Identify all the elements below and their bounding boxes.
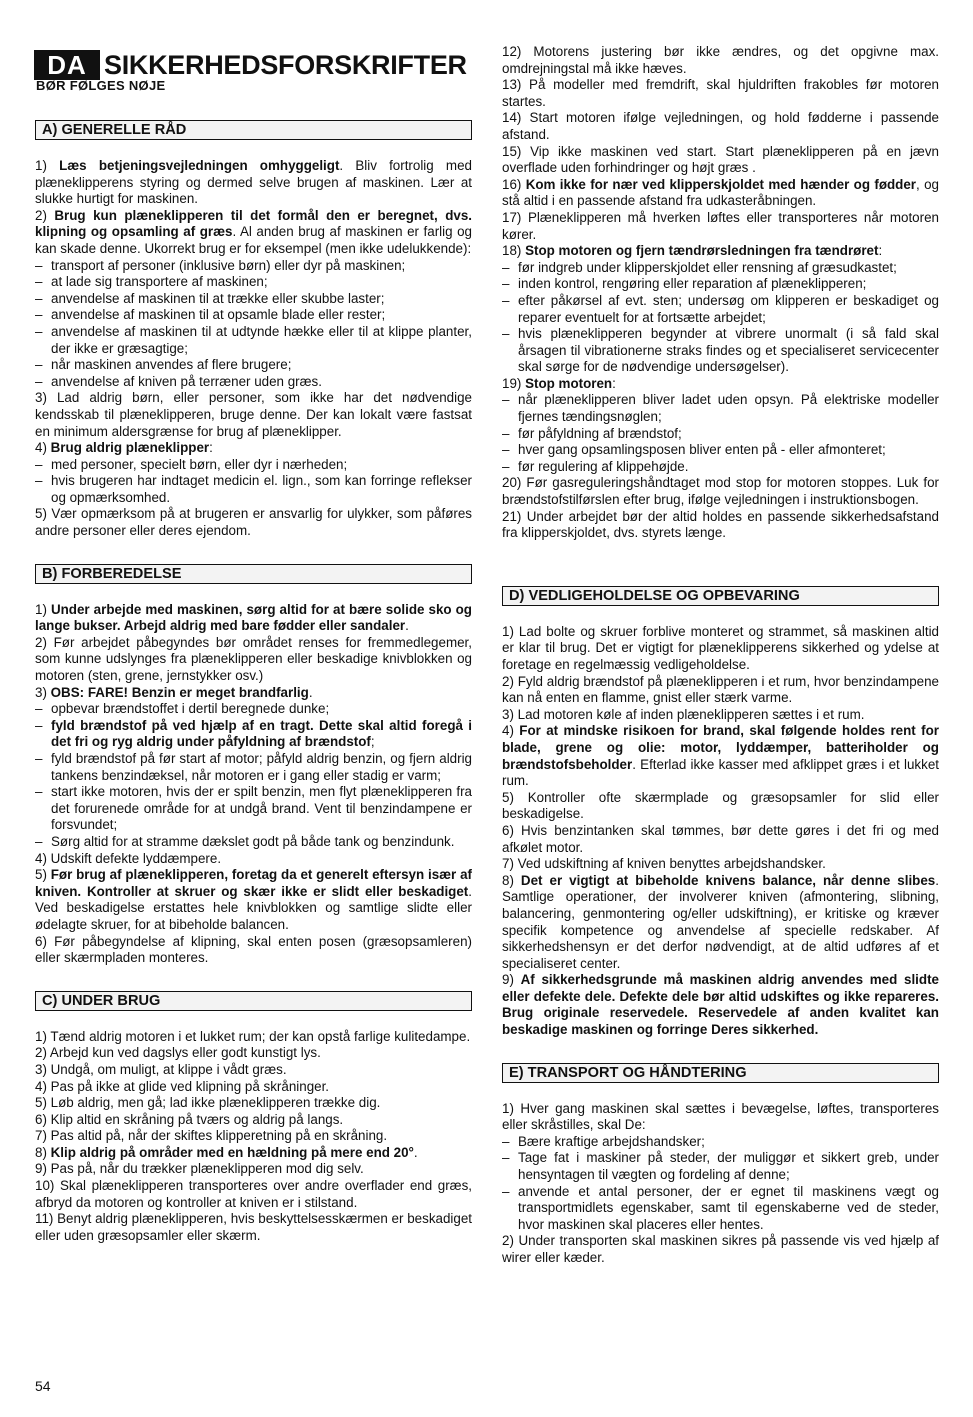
paragraph (502, 210, 939, 243)
body-text: : (209, 440, 213, 456)
right-column (502, 44, 939, 1267)
section-body (35, 1029, 472, 1245)
body-text: hver gang opsamlingsposen bliver enten på - eller afmonteret; (518, 442, 886, 458)
paragraph (35, 506, 472, 539)
dash-bullet-icon: – (502, 276, 510, 292)
section-during-use (35, 991, 472, 1245)
paragraph (35, 158, 472, 208)
section-body-continued (502, 44, 939, 542)
body-text: anvendelse af maskinen til at udtynde hække eller til at klippe planter, der ikke er græsagtige; (51, 323, 472, 356)
section-body (502, 1101, 939, 1267)
body-text: fyld brændstof på før start af motor; påfyld aldrig benzin, og fjern aldrig tankens benzindæksel, når motoren er i gang eller stadig er varm; (51, 751, 472, 783)
body-text: 7) Ved udskiftning af kniven benyttes arbejdshandsker. (502, 856, 826, 872)
emphasis-text: Det er vigtigt at bibeholde knivens balance, når denne slibes (520, 872, 936, 888)
body-text: efter påkørsel af evt. sten; undersøg om klipperen er beskadiget og reparer eventuelt for at fortsætte arbejdet; (518, 292, 939, 325)
paragraph (502, 110, 939, 143)
dash-bullet-icon: – (502, 1183, 510, 1199)
body-text: 10) Skal plæneklipperen transporteres over andre overflader end græs, afbryd da motoren og kontroller at kniven er i stilstand. (35, 1178, 472, 1210)
page-subtitle: BØR FØLGES NØJE (36, 78, 166, 93)
body-text: : (612, 375, 616, 391)
bullet-item (35, 834, 472, 851)
body-text: når plæneklipperen bliver ladet uden opsyn. På elektriske modeller fjernes tændingsnøglen; (518, 392, 939, 425)
body-text: før indgreb under klipperskjoldet eller rensning af græsudkastet; (518, 259, 897, 275)
bullet-item (502, 260, 939, 277)
body-text: 3) Lad motoren køle af inden plæneklipperen sættes i et rum. (502, 706, 865, 722)
paragraph (35, 851, 472, 868)
section-preparation (35, 564, 472, 967)
dash-bullet-icon: – (35, 323, 43, 339)
body-text: Tage fat i maskiner på steder, der muliggør et sikkert greb, under hensyntagen til vægten og fordeling af denne; (518, 1150, 939, 1183)
bullet-item (35, 473, 472, 506)
bullet-item (35, 718, 472, 751)
dash-bullet-icon: – (35, 717, 43, 733)
left-column (35, 120, 472, 1244)
paragraph (502, 624, 939, 674)
body-text: 1) (35, 158, 60, 173)
bullet-item (502, 1150, 939, 1183)
paragraph (35, 1178, 472, 1211)
body-text: 7) Pas altid på, når der skiftes klipperetning på en skråning. (35, 1128, 388, 1144)
dash-bullet-icon: – (502, 425, 510, 441)
body-text: . (405, 618, 409, 634)
paragraph (502, 674, 939, 707)
section-transport (502, 1063, 939, 1267)
bullet-item (502, 326, 939, 376)
section-heading: D) VEDLIGEHOLDELSE OG OPBEVARING (502, 586, 939, 606)
bullet-item (502, 1184, 939, 1234)
emphasis-text: Stop motoren (525, 375, 613, 391)
body-text: transport af personer (inklusive børn) eller dyr på maskinen; (51, 257, 406, 273)
emphasis-text: Før brug af plæneklipperen, foretag da et generelt eftersyn især af kniven. Kontroller at skruer og skær ikke er slidt eller beskadiget (35, 867, 472, 899)
body-text: Bære kraftige arbejdshandsker; (518, 1133, 705, 1149)
bullet-item (35, 324, 472, 357)
body-text: før regulering af klippehøjde. (518, 458, 689, 474)
dash-bullet-icon: – (35, 290, 43, 306)
dash-bullet-icon: – (35, 833, 43, 849)
paragraph (35, 1029, 472, 1046)
dash-bullet-icon: – (35, 274, 43, 290)
body-text: 2) Fyld aldrig brændstof på plæneklipperen i et rum, hvor benzindampene kan nå enten en flamme, gnist eller stærk varme. (502, 673, 939, 706)
body-text: 2) Arbejd kun ved dagslys eller godt kunstigt lys. (35, 1045, 321, 1061)
bullet-item (502, 426, 939, 443)
paragraph (35, 1079, 472, 1096)
emphasis-text: OBS: FARE! Benzin er meget brandfarlig (50, 684, 309, 700)
paragraph (35, 1095, 472, 1112)
body-text: . (308, 684, 313, 700)
paragraph (35, 867, 472, 933)
body-text: 1) Hver gang maskinen skal sættes i bevægelse, løftes, transporteres eller skråstilles, skal De: (502, 1100, 939, 1133)
dash-bullet-icon: – (502, 1150, 510, 1166)
emphasis-text: For at mindske risikoen for brand, skal følgende holdes rent for blade, grene og olie: motor, lyddæmper, batteriholder og brændstofsbeholder (502, 723, 939, 772)
bullet-item (35, 357, 472, 374)
paragraph (35, 635, 472, 685)
paragraph (502, 144, 939, 177)
paragraph (35, 934, 472, 967)
body-text: 3) Lad aldrig børn, eller personer, som ikke har det nødvendige kendsskab til plæneklipperen, bruge denne. Der kan lokalt være fastsat en minimum aldersgrænse for brug af plæneklipper. (35, 390, 472, 439)
body-text: 4) (502, 723, 520, 739)
body-text: 4) Udskift defekte lyddæmpere. (35, 850, 222, 866)
paragraph (502, 509, 939, 542)
dash-bullet-icon: – (502, 458, 510, 474)
body-text: før påfyldning af brændstof; (518, 425, 682, 441)
body-text: 14) Start motoren ifølge vejledningen, og hold fødderne i passende afstand. (502, 110, 939, 142)
dash-bullet-icon: – (35, 473, 43, 489)
body-text: 4) Pas på ikke at glide ved klipning på skråninger. (35, 1078, 330, 1094)
dash-bullet-icon: – (35, 751, 43, 766)
body-text: 4) (35, 440, 51, 456)
body-text: 1) (35, 601, 51, 617)
body-text: , og stå altid i en passende afstand fra udkasteråbningen. (502, 176, 939, 209)
bullet-item (35, 274, 472, 291)
bullet-item (502, 392, 939, 425)
body-text: hvis plæneklipperen begynder at vibrere unormalt (i så fald skal årsagen til vibrationerne straks findes og et specialiseret servicecenter skal sørge for de nødvendige undersøgelser). (518, 326, 939, 375)
bullet-item (35, 374, 472, 391)
paragraph (35, 1112, 472, 1129)
body-text: start ikke motoren, hvis der er spilt benzin, men flyt plæneklipperen fra det forurenede område for at undgå brand. Vent til benzindampene er forsvundet; (51, 784, 472, 833)
body-text: ; (370, 734, 375, 750)
body-text: . Ved beskadigelse erstattes hele knivblokken og samtlige slidte eller ødelagte skruer, for at bibeholde balancen. (35, 883, 472, 932)
dash-bullet-icon: – (502, 442, 510, 458)
body-text: inden kontrol, rengøring eller reparation af plæneklipperen; (518, 276, 867, 292)
body-text: 6) Klip altid en skråning på tværs og aldrig på langs. (35, 1111, 344, 1127)
body-text: 17) Plæneklipperen må hverken løftes eller transporteres når motoren kører. (502, 209, 939, 242)
paragraph (502, 475, 939, 508)
section-heading: B) FORBEREDELSE (35, 564, 472, 584)
body-text: 9) Pas på, når du trækker plæneklipperen mod dig selv. (35, 1161, 364, 1177)
body-text: anvendelse af maskinen til at opsamle blade eller rester; (51, 307, 386, 323)
dash-bullet-icon: – (502, 1133, 510, 1149)
body-text: 6) Hvis benzintanken skal tømmes, bør dette gøres i det fri og med afkølet motor. (502, 822, 939, 855)
paragraph (502, 823, 939, 856)
body-text: 8) (502, 872, 521, 888)
paragraph (35, 1211, 472, 1244)
body-text: 19) (502, 375, 526, 391)
paragraph (35, 390, 472, 440)
body-text: Sørg altid for at stramme dækslet godt på både tank og benzindunk. (51, 833, 455, 849)
body-text: 13) På modeller med fremdrift, skal hjuldriften frakobles før motoren startes. (502, 77, 939, 109)
bullet-item (502, 293, 939, 326)
section-heading: E) TRANSPORT OG HÅNDTERING (502, 1063, 939, 1083)
body-text: 1) Lad bolte og skruer forblive monteret og strammet, så maskinen altid er klar til brug. Det er vigtigt for plæneklipperens sikkerhed og ydelse at foretage en regelmæssig vedligeholdelse. (502, 623, 939, 672)
bullet-item (35, 457, 472, 474)
page-title: SIKKERHEDSFORSKRIFTER (104, 50, 467, 80)
paragraph (502, 707, 939, 724)
emphasis-text: Kom ikke for nær ved klipperskjoldet med hænder og fødder (525, 176, 917, 192)
paragraph (35, 440, 472, 457)
body-text: 6) Før påbegyndelse af klipning, skal enten posen (græsopsamleren) eller skærmpladen monteres. (35, 933, 472, 966)
dash-bullet-icon: – (35, 456, 43, 472)
dash-bullet-icon: – (502, 326, 510, 342)
section-heading: C) UNDER BRUG (35, 991, 472, 1011)
bullet-item (502, 1134, 939, 1151)
paragraph (35, 1062, 472, 1079)
paragraph (502, 972, 939, 1038)
body-text: : (878, 243, 883, 259)
dash-bullet-icon: – (35, 357, 43, 373)
body-text: anvendelse af maskinen til at trække eller skubbe laster; (51, 290, 385, 306)
body-text: . Samtlige operationer, der involverer kniven (afmontering, slibning, balancering, genmontering og/eller udskiftning), er kritiske og kræver specifik kompetence og anvendelse af specielle redskaber. Af sikkerhedshensyn er det derfor nødvendigt, at de altid udføres af et specialiseret center. (502, 872, 939, 971)
emphasis-text: Stop motoren og fjern tændrørsledningen fra tændrøret (525, 243, 879, 259)
paragraph (502, 44, 939, 77)
body-text: 11) Benyt aldrig plæneklipperen, hvis beskyttelsesskærmen er beskadiget eller uden græsopsamler eller skærm. (35, 1211, 472, 1243)
section-body (35, 602, 472, 967)
section-heading: A) GENERELLE RÅD (35, 120, 472, 140)
paragraph (502, 243, 939, 260)
dash-bullet-icon: – (502, 392, 510, 408)
body-text: . (413, 1144, 418, 1160)
dash-bullet-icon: – (35, 701, 43, 717)
emphasis-text: fyld brændstof på ved hjælp af en tragt. Dette skal altid foregå i det fri og ryg aldrig under påfyldning af brændstof (51, 717, 472, 750)
emphasis-text: Brug kun plæneklipperen til det formål den er beregnet, dvs. klipning og opsamling af græs (35, 207, 472, 240)
section-body (502, 624, 939, 1039)
page-number: 54 (35, 1378, 51, 1394)
body-text: opbevar brændstoffet i dertil beregnede dunke; (51, 701, 330, 717)
bullet-item (502, 459, 939, 476)
body-text: 5) Løb aldrig, men gå; lad ikke plæneklipperen trække dig. (35, 1095, 381, 1111)
paragraph (502, 790, 939, 823)
paragraph (35, 1045, 472, 1062)
paragraph (502, 376, 939, 393)
body-text: 15) Vip ikke maskinen ved start. Start plæneklipperen på en jævn overflade uden forhindringer og højt græs . (502, 143, 939, 176)
emphasis-text: Brug aldrig plæneklipper (50, 440, 210, 456)
paragraph (35, 685, 472, 702)
section-general-advice (35, 120, 472, 540)
emphasis-text: Af sikkerhedsgrunde må maskinen aldrig anvendes med slidte eller defekte dele. Defekte dele bør altid udskiftes og ikke repareres. Brug originale reservedele. Reservedele af anden kvalitet kan beskadige maskinen og forringe Deres sikkerhed. (502, 972, 939, 1038)
paragraph (502, 723, 939, 789)
body-text: 5) Kontroller ofte skærmplade og græsopsamler for slid eller beskadigelse. (502, 789, 939, 822)
body-text: 2) Før arbejdet påbegyndes bør området renses for fremmedlegemer, som kunne udslynges fra plæneklipperen eller beskadige knivblokken og motoren (sten, grene, jernstykker osv.) (35, 634, 472, 684)
body-text: 20) Før gasreguleringshåndtaget mod stop for motoren stoppes. Luk for brændstofstilførslen efter brug, ifølge vejledningen i instruktionsbogen. (502, 475, 939, 508)
body-text: at lade sig transportere af maskinen; (51, 274, 268, 290)
dash-bullet-icon: – (502, 259, 510, 275)
body-text: hvis brugeren har indtaget medicin el. lign., som kan forringe reflekser og opmærksomhed. (51, 473, 472, 505)
bullet-item (35, 784, 472, 834)
bullet-item (35, 307, 472, 324)
language-badge: DA (34, 50, 100, 80)
body-text: . Efterlad ikke kasser med afklippet græs i et lukket rum. (502, 756, 939, 789)
paragraph (35, 1145, 472, 1162)
paragraph (35, 1161, 472, 1178)
dash-bullet-icon: – (35, 373, 43, 389)
paragraph (502, 77, 939, 110)
body-text: 5) Vær opmærksom på at brugeren er ansvarlig for ulykker, som påføres andre personer eller deres ejendom. (35, 506, 472, 539)
paragraph (35, 1128, 472, 1145)
body-text: anvende et antal personer, der er egnet til maskinens vægt og transportmidlets egenskaber, samt til egenskaberne ved de steder, hvor maskinen skal placeres eller hentes. (518, 1183, 939, 1232)
bullet-item (35, 258, 472, 275)
paragraph (502, 1233, 939, 1266)
paragraph (502, 856, 939, 873)
paragraph (35, 602, 472, 635)
dash-bullet-icon: – (35, 784, 43, 800)
paragraph (502, 1101, 939, 1134)
dash-bullet-icon: – (35, 307, 43, 323)
body-text: når maskinen anvendes af flere brugere; (51, 357, 292, 373)
body-text: 9) (502, 972, 521, 988)
section-body (35, 158, 472, 540)
body-text: 12) Motorens justering bør ikke ændres, og det opgivne max. omdrejningstal må ikke hæves. (502, 44, 939, 76)
body-text: 21) Under arbejdet bør der altid holdes en passende sikkerhedsafstand fra klipperskjoldet, dvs. styrets længe. (502, 508, 939, 541)
bullet-item (35, 291, 472, 308)
body-text: med personer, specielt børn, eller dyr i nærheden; (51, 456, 348, 472)
paragraph (35, 208, 472, 258)
bullet-item (502, 442, 939, 459)
body-text: 2) Under transporten skal maskinen sikres på passende vis ved hjælp af wirer eller kæder. (502, 1233, 939, 1265)
body-text: 3) Undgå, om muligt, at klippe i vådt græs. (35, 1061, 287, 1077)
emphasis-text: Læs betjeningsvejledningen omhyggeligt (59, 158, 340, 173)
paragraph (502, 177, 939, 210)
body-text: 3) (35, 684, 51, 700)
bullet-item (35, 701, 472, 718)
body-text: 2) (35, 207, 55, 223)
bullet-item (502, 276, 939, 293)
section-maintenance (502, 586, 939, 1039)
body-text: . Bliv fortrolig med plæneklipperens styring og dermed selve brugen af maskinen. Lær at slukke hurtigt for maskinen. (35, 158, 472, 207)
dash-bullet-icon: – (502, 292, 510, 308)
emphasis-text: Under arbejde med maskinen, sørg altid for at bære solide sko og lange bukser. Arbejd aldrig med bare fødder eller sandaler (35, 601, 472, 634)
body-text: . Al anden brug af maskinen er farlig og kan skade denne. Ukorrekt brug er for eksempel (men ikke udelukkende): (35, 224, 472, 256)
body-text: 8) (35, 1144, 51, 1160)
dash-bullet-icon: – (35, 257, 43, 273)
body-text: 5) (35, 867, 51, 883)
bullet-item (35, 751, 472, 784)
body-text: 1) Tænd aldrig motoren i et lukket rum; der kan opstå farlige kulitedampe. (35, 1028, 471, 1044)
paragraph (502, 873, 939, 973)
body-text: 16) (502, 176, 526, 192)
body-text: anvendelse af kniven på terræner uden græs. (51, 373, 322, 389)
emphasis-text: Klip aldrig på områder med en hældning på mere end 20° (50, 1144, 414, 1160)
body-text: 18) (502, 243, 526, 259)
